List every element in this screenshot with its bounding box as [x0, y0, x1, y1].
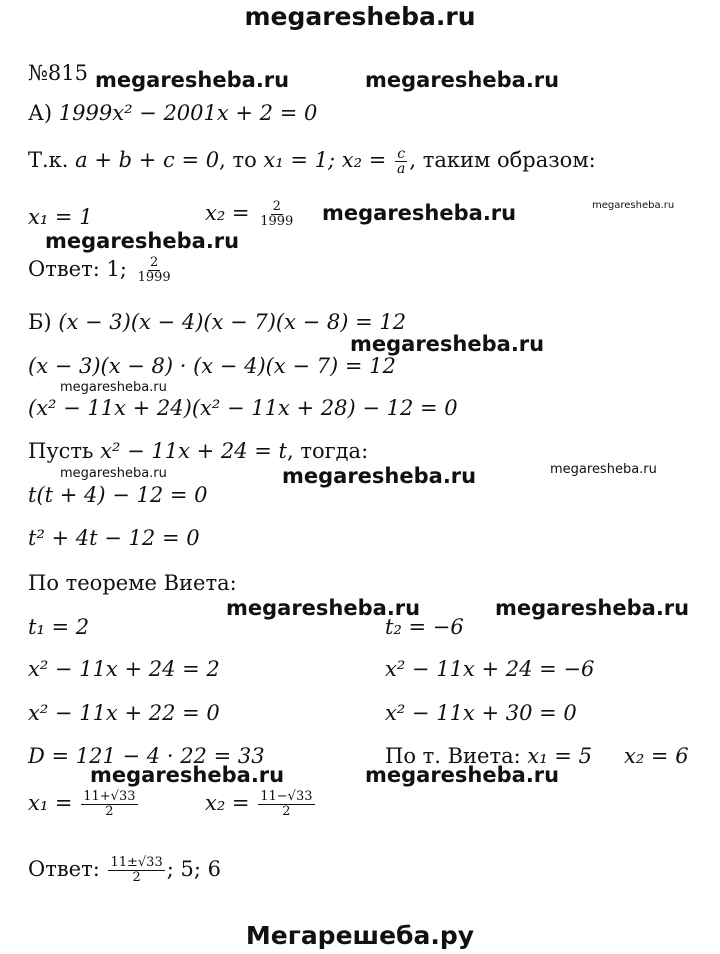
root1-fraction: [81, 790, 137, 819]
left1-text: x² − 11x + 24 = 2: [28, 657, 220, 681]
fraction-denominator: 2: [132, 870, 141, 885]
partB-eq2: [28, 353, 396, 379]
vieta-text: По теореме Виета:: [28, 571, 237, 595]
partB-right1: [385, 656, 594, 682]
x2-label: x₂ =: [205, 201, 250, 225]
partB-answer: [28, 856, 221, 885]
let-suffix: , тогда:: [287, 439, 369, 463]
partA-x1: [28, 204, 93, 230]
fraction-numerator: 2: [272, 199, 281, 214]
answer-fraction: [108, 856, 164, 885]
watermark: megaresheba.ru: [365, 68, 560, 92]
site-footer: Мегарешеба.ру: [245, 921, 475, 950]
fraction-numerator: 11±√33: [110, 855, 163, 870]
eq5-text: t² + 4t − 12 = 0: [28, 526, 200, 550]
problem-number: №815: [28, 61, 88, 85]
t2-text: t₂ = −6: [385, 615, 464, 639]
partB-label: Б): [28, 310, 52, 334]
fraction-denominator: a: [397, 161, 406, 177]
discriminant-text: D = 121 − 4 · 22 = 33: [28, 744, 265, 768]
vieta-short: По т. Виета:: [385, 744, 521, 768]
fraction-denominator: 1999: [260, 214, 294, 229]
fraction-c-over-a: [395, 147, 407, 176]
watermark: megaresheba.ru: [495, 596, 690, 620]
fraction-denominator: 1999: [137, 270, 171, 285]
partB-t1: [28, 614, 89, 640]
watermark: megaresheba.ru: [95, 68, 290, 92]
right2-text: x² − 11x + 30 = 0: [385, 701, 577, 725]
because-then: , то: [219, 148, 257, 172]
partB-vieta-heading: [28, 570, 237, 596]
watermark: megaresheba.ru: [60, 466, 167, 481]
because-prefix: Т.к.: [28, 148, 69, 172]
fraction-numerator: 11−√33: [260, 789, 313, 804]
partB-left2: [28, 700, 220, 726]
answer-fraction: [136, 256, 173, 285]
t1-text: t₁ = 2: [28, 615, 90, 639]
let-expression: x² − 11x + 24 = t: [100, 439, 287, 463]
answer-label: Ответ: 1;: [28, 257, 127, 281]
partB-right3-x2: [624, 743, 689, 769]
watermark: megaresheba.ru: [592, 200, 675, 211]
x1-value: x₁ = 1: [28, 205, 93, 229]
watermark: megaresheba.ru: [365, 763, 560, 787]
partB-root1: [28, 790, 140, 819]
partB-eq4: [28, 482, 208, 508]
fraction-2-over-1999: [258, 200, 295, 229]
because-x2: x₂ =: [341, 148, 387, 172]
fraction-numerator: 11+√33: [83, 789, 136, 804]
partB-eq5: [28, 525, 200, 551]
partB-t2: [385, 614, 464, 640]
partB-eq3: [28, 395, 458, 421]
because-x1: x₁ = 1;: [263, 148, 336, 172]
fraction-denominator: 2: [105, 804, 114, 819]
partA-equation-line: [28, 100, 317, 126]
because-tail: , таким образом:: [409, 148, 596, 172]
fraction-denominator: 2: [282, 804, 291, 819]
right1-text: x² − 11x + 24 = −6: [385, 657, 595, 681]
answer-tail: ; 5; 6: [166, 857, 221, 881]
watermark: megaresheba.ru: [45, 229, 240, 253]
root2-fraction: [258, 790, 314, 819]
watermark: megaresheba.ru: [90, 763, 285, 787]
watermark: megaresheba.ru: [350, 332, 545, 356]
partA-label: А): [28, 101, 53, 125]
watermark: megaresheba.ru: [226, 596, 421, 620]
fraction-numerator: 2: [149, 255, 159, 270]
right3-x2-text: x₂ = 6: [624, 744, 689, 768]
root1-label: x₁ =: [28, 791, 73, 815]
partB-left1: [28, 656, 220, 682]
partA-x2: [205, 200, 297, 229]
partB-eq1-line: [28, 309, 406, 335]
site-header: megaresheba.ru: [244, 2, 476, 31]
partB-right3: [385, 743, 592, 769]
left2-text: x² − 11x + 22 = 0: [28, 701, 220, 725]
fraction-numerator: c: [397, 146, 406, 162]
eq3-text: (x² − 11x + 24)(x² − 11x + 28) − 12 = 0: [28, 396, 458, 420]
answer-label: Ответ:: [28, 857, 100, 881]
watermark: megaresheba.ru: [60, 380, 167, 395]
eq2-text: (x − 3)(x − 8) · (x − 4)(x − 7) = 12: [28, 354, 396, 378]
watermark: megaresheba.ru: [322, 201, 517, 225]
root2-label: x₂ =: [205, 791, 250, 815]
partA-because-line: [28, 147, 596, 176]
partB-substitution: [28, 438, 368, 464]
partB-eq1: (x − 3)(x − 4)(x − 7)(x − 8) = 12: [58, 310, 407, 334]
watermark: megaresheba.ru: [550, 462, 657, 477]
partB-root2: [205, 790, 317, 819]
right3-x1: x₁ = 5: [527, 744, 592, 768]
partB-discriminant: [28, 743, 265, 769]
partA-answer: [28, 256, 175, 285]
partB-right2: [385, 700, 577, 726]
let-prefix: Пусть: [28, 439, 94, 463]
eq4-text: t(t + 4) − 12 = 0: [28, 483, 208, 507]
because-condition: a + b + c = 0: [75, 148, 220, 172]
watermark: megaresheba.ru: [282, 464, 477, 488]
partA-equation: 1999x² − 2001x + 2 = 0: [58, 101, 318, 125]
